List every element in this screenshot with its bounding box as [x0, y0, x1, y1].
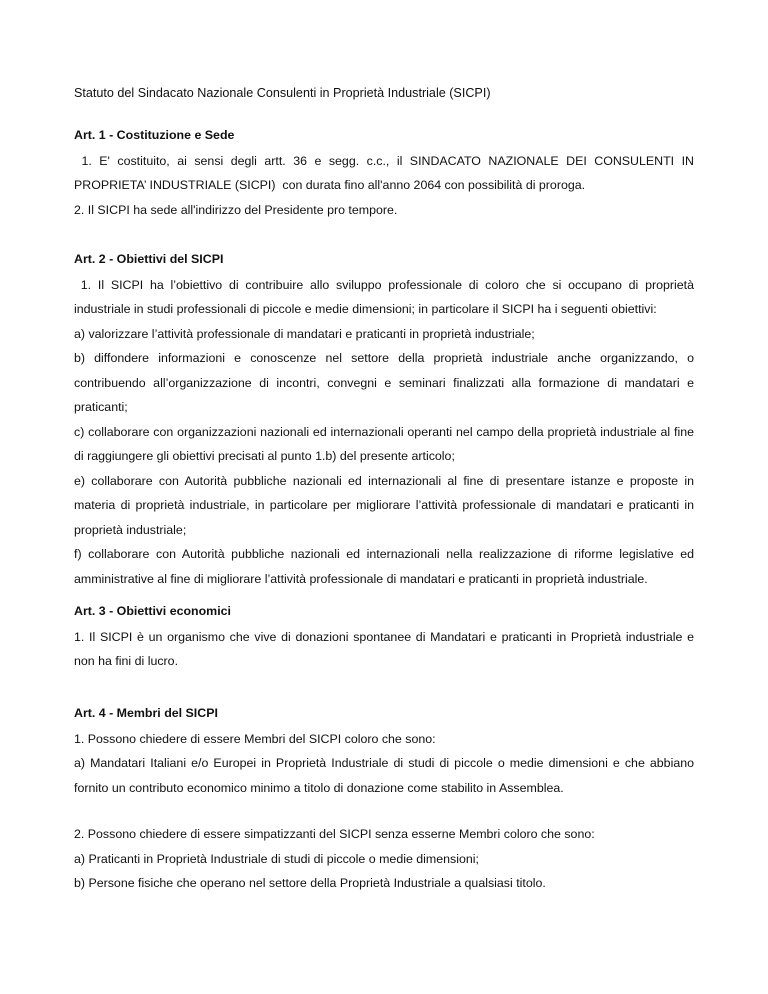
- article-paragraph: 1. Il SICPI è un organismo che vive di donazioni spontanee di Mandatari e praticanti in Proprietà industriale e non ha fini di lucro.: [74, 629, 694, 669]
- article-4-simpatizzanti: [74, 822, 694, 896]
- article-4: [74, 706, 694, 800]
- article-paragraph: 1. E' costituito, ai sensi degli artt. 36 e segg. c.c., il SINDACATO NAZIONALE DEI CONSULENTI IN PROPRIETA’ INDUSTRIALE (SICPI) con durata fino all'anno 2064 con possibilità di proroga.: [74, 153, 698, 193]
- article-paragraph: 1. Il SICPI ha l’obiettivo di contribuire allo sviluppo professionale di coloro che si occupano di proprietà industriale in studi professionali di piccole e medie dimensioni; in particolare il SICPI ha i seguenti obiettivi:: [74, 277, 698, 317]
- article-1: [74, 128, 698, 222]
- article-heading: Art. 2 - Obiettivi del SICPI: [74, 252, 224, 266]
- article-2: [74, 252, 698, 591]
- article-paragraph: c) collaborare con organizzazioni nazionali ed internazionali operanti nel campo della proprietà industriale al fine di raggiungere gli obiettivi precisati al punto 1.b) del presente articolo;: [74, 424, 694, 464]
- article-paragraph: b) Persone fisiche che operano nel settore della Proprietà Industriale a qualsiasi titolo.: [74, 876, 546, 890]
- article-heading: Art. 3 - Obiettivi economici: [74, 604, 231, 618]
- article-paragraph: 2. Possono chiedere di essere simpatizzanti del SICPI senza esserne Membri coloro che sono:: [74, 827, 595, 841]
- document-title: Statuto del Sindacato Nazionale Consulenti in Proprietà Industriale (SICPI): [74, 86, 491, 100]
- article-heading: Art. 1 - Costituzione e Sede: [74, 128, 235, 142]
- article-paragraph: a) valorizzare l’attività professionale di mandatari e praticanti in proprietà industriale;: [74, 326, 535, 341]
- article-paragraph: 2. Il SICPI ha sede all'indirizzo del Presidente pro tempore.: [74, 202, 398, 217]
- article-paragraph: e) collaborare con Autorità pubbliche nazionali ed internazionali al fine di presentare istanze e proposte in materia di proprietà industriale, in particolare per migliorare l’attività professionale di mandatari e praticanti in proprietà industriale;: [74, 473, 694, 537]
- article-paragraph: a) Mandatari Italiani e/o Europei in Proprietà Industriale di studi di piccole o medie dimensioni e che abbiano fornito un contributo economico minimo a titolo di donazione come stabilito in Assemblea.: [74, 756, 694, 795]
- article-3: [74, 604, 694, 674]
- article-paragraph: a) Praticanti in Proprietà Industriale di studi di piccole o medie dimensioni;: [74, 851, 479, 866]
- article-heading: Art. 4 - Membri del SICPI: [74, 706, 218, 720]
- article-paragraph: b) diffondere informazioni e conoscenze nel settore della proprietà industriale anche organizzando, o contribuendo all’organizzazione di incontri, convegni e seminari finalizzati alla formazione di mandatari e praticanti;: [74, 351, 694, 415]
- article-paragraph: f) collaborare con Autorità pubbliche nazionali ed internazionali nella realizzazione di riforme legislative ed amministrative al fine di migliorare l’attività professionale di mandatari e praticanti in proprietà industriale.: [74, 547, 694, 586]
- article-paragraph: 1. Possono chiedere di essere Membri del SICPI coloro che sono:: [74, 731, 436, 746]
